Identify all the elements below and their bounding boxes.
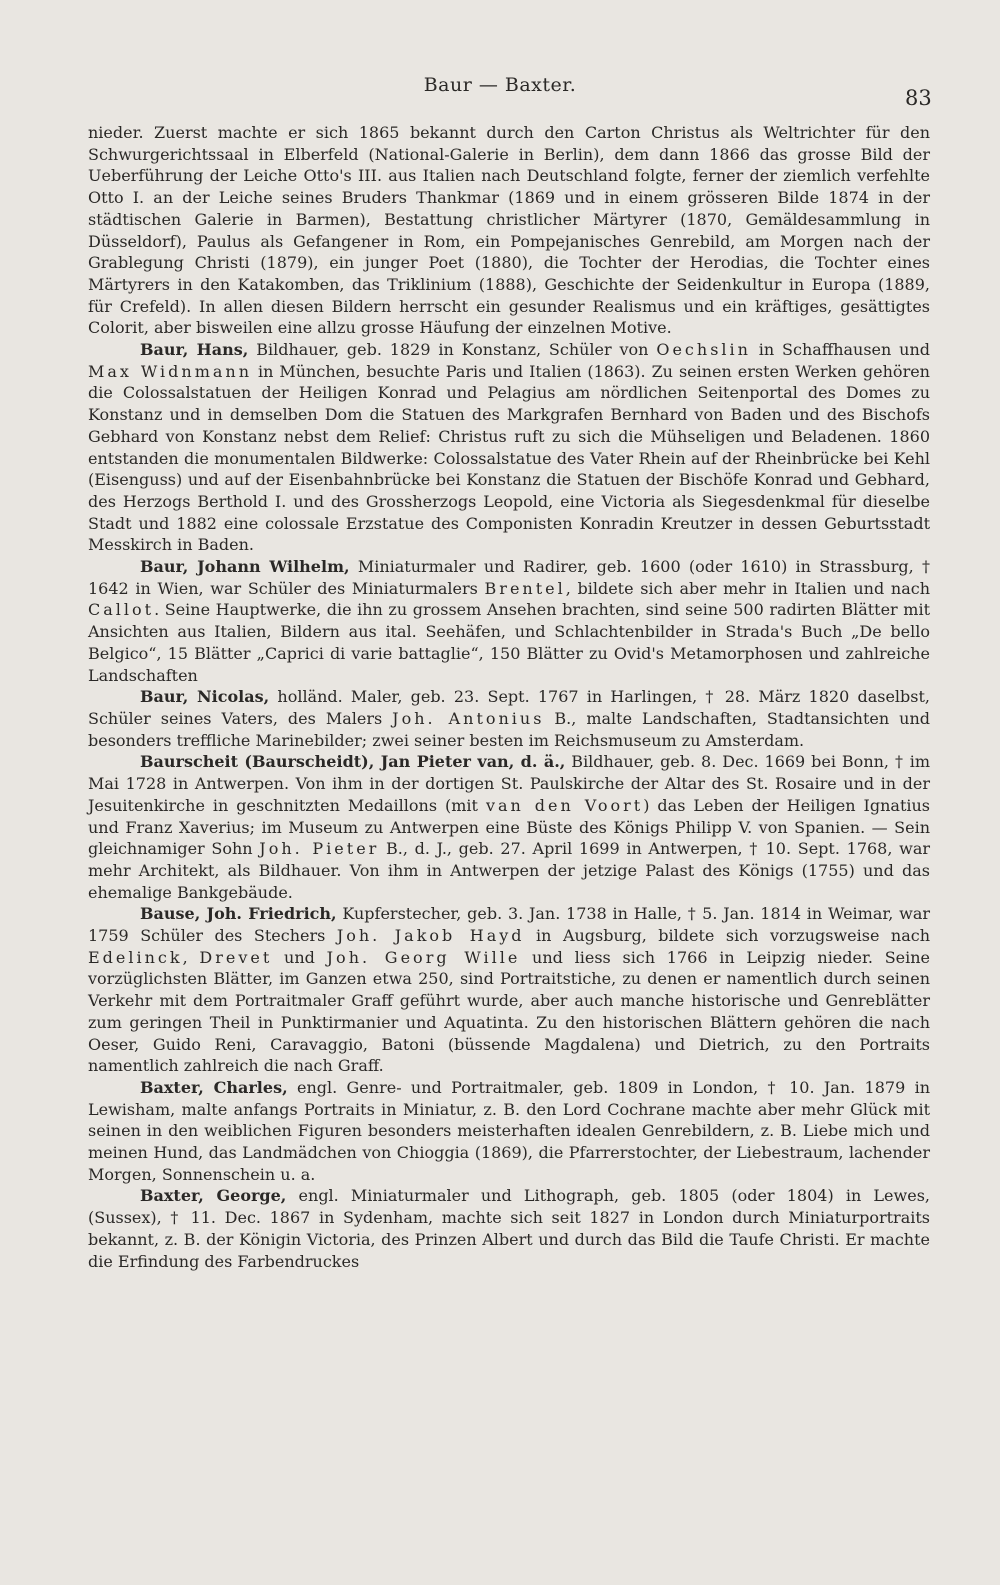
entry-text: , (182, 947, 200, 967)
spaced-name: Joh. Georg Wille (326, 947, 521, 967)
spaced-name: Joh. Antonius (392, 708, 545, 728)
spaced-name: Oechslin (656, 340, 751, 360)
entry-baxter-charles (88, 1077, 930, 1186)
entry-text: B., d. J., geb. 27. April 1699 in Antwerpen, † 10. Sept. 1768, war mehr Architekt, als Bildhauer. Von ihm in Antwerpen der jetzige Palast des Königs (1755) und das ehemalige Bankgebäude. (88, 839, 931, 902)
headword: Baur, Hans, (140, 340, 249, 360)
entry-text: in Augsburg, bildete sich vorzugsweise nach (524, 926, 931, 946)
entry-baxter-george (88, 1185, 930, 1272)
entry-baurscheit (88, 751, 930, 903)
entry-text: , bildete sich aber mehr in Italien und nach (565, 578, 931, 598)
spaced-name: Callot (88, 600, 155, 620)
headword: Baur, Nicolas, (140, 687, 270, 707)
entry-text: und (272, 947, 327, 967)
spaced-name: Joh. Pieter (259, 839, 380, 859)
spaced-name: van den Voort (485, 795, 644, 815)
continuation-paragraph: nieder. Zuerst machte er sich 1865 bekannt durch den Carton Christus als Weltrichter für den Schwurgerichtssaal in Elberfeld (National-Galerie in Berlin), dem dann 1866 das grosse Bild der Ueberführung der Leiche Otto's III. aus Italien nach Deutschland folgte, ferner der ziemlich verfehlte Otto I. an der Leiche seines Bruders Thankmar (1869 und in einem grösseren Bilde 1874 in der städtischen Galerie in Barmen), Bestattung christlicher Märtyrer (1870, Gemäldesammlung in Düsseldorf), Paulus als Gefangener in Rom, ein Pompejanisches Genrebild, am Morgen nach der Grablegung Christi (1879), ein junger Poet (1880), die Tochter der Herodias, die Tochter eines Märtyrers in den Katakomben, das Triklinium (1888), Geschichte der Seidenkultur in Europa (1889, für Crefeld). In allen diesen Bildern herrscht ein gesunder Realismus und ein kräftiges, gesättigtes Colorit, aber bisweilen eine allzu grosse Häufung der einzelnen Motive. (88, 123, 930, 338)
page-number: 83 (905, 86, 932, 110)
spaced-name: Drevet (199, 947, 273, 967)
entry-baur-johann (88, 556, 930, 686)
running-head: Baur — Baxter. (423, 74, 577, 96)
headword: Baxter, Charles, (140, 1077, 288, 1097)
entry-text: ) das Leben der Heiligen Ignatius und Franz Xaverius; im Museum zu Antwerpen eine Büste des Königs Philipp V. von Spanien. — Sein gleichnamiger Sohn (88, 795, 931, 859)
spaced-name: Edelinck (88, 947, 183, 967)
spaced-name: Brentel (484, 578, 566, 598)
entry-text: engl. Miniaturmaler und Lithograph, geb. 1805 (oder 1804) in Lewes, (Sussex), † 11. Dec. 1867 in Sydenham, machte sich seit 1827 in London durch Miniaturportraits bekannt, z. B. der Königin Victoria, des Prinzen Albert und durch das Bild die Taufe Christi. Er machte die Erfindung des Farbendruckes (88, 1186, 930, 1271)
entry-text: Bildhauer, geb. 8. Dec. 1669 bei Bonn, † im Mai 1728 in Antwerpen. Von ihm in der dortigen St. Paulskirche der Altar des St. Rosaire und in der Jesuitenkirche in geschnitzten Medaillons (mit (88, 752, 931, 815)
entry-text: in München, besuchte Paris und Italien (1863). Zu seinen ersten Werken gehören die Colossalstatuen der Heiligen Konrad und Pelagius am nördlichen Seitenportal des Domes zu Konstanz und in demselben Dom die Statuen des Markgrafen Bernhard von Baden und des Bischofs Gebhard von Konstanz nebst dem Relief: Christus ruft zu sich die Mühseligen und Beladenen. 1860 entstanden die monumentalen Bildwerke: Colossalstatue des Vater Rhein auf der Rheinbrücke bei Kehl (Eisenguss) und auf der Eisenbahnbrücke bei Konstanz die Statuen der Bischöfe Konrad und Gebhard, des Herzogs Berthold I. und des Grossherzogs Leopold, eine Victoria als Siegesdenkmal für dieselbe Stadt und 1882 eine colossale Erzstatue des Componisten Konradin Kreutzer in dessen Geburtsstadt Messkirch in Baden. (88, 361, 930, 555)
headword: Bause, Joh. Friedrich, (140, 904, 337, 924)
entry-text: in Schaffhausen und (750, 340, 931, 360)
text-block (88, 122, 930, 1272)
entry-baur-hans (88, 339, 930, 556)
spaced-name: Joh. Jakob Hayd (336, 926, 525, 946)
entry-text: B., malte Landschaften, Stadtansichten und besonders treffliche Marinebilder; zwei seiner besten im Reichsmuseum zu Amsterdam. (88, 708, 931, 750)
headword: Baurscheit (Baurscheidt), Jan Pieter van, d. ä., (140, 752, 566, 772)
entry-bause (88, 903, 930, 1077)
headword: Baur, Johann Wilhelm, (140, 557, 350, 577)
entry-text: Bildhauer, geb. 1829 in Konstanz, Schüler von (248, 340, 657, 360)
entry-text: holländ. Maler, geb. 23. Sept. 1767 in Harlingen, † 28. März 1820 daselbst, Schüler seines Vaters, des Malers (88, 687, 930, 728)
entry-baur-nicolas (88, 686, 930, 751)
spaced-name: Max Widnmann (88, 361, 253, 381)
entry-text: Miniaturmaler und Radirer, geb. 1600 (oder 1610) in Strassburg, † 1642 in Wien, war Schüler des Miniaturmalers (88, 557, 930, 598)
headword: Baxter, George, (140, 1186, 287, 1206)
entry-text: engl. Genre- und Portraitmaler, geb. 1809 in London, † 10. Jan. 1879 in Lewisham, malte anfangs Portraits in Miniatur, z. B. den Lord Cochrane machte aber mehr Glück mit seinen in den weiblichen Figuren besonders meisterhaften idealen Genrebildern, z. B. Liebe mich und meinen Hund, das Landmädchen von Chioggia (1869), die Pfarrerstochter, der Liebestraum, lachender Morgen, Sonnenschein u. a. (88, 1077, 931, 1184)
entry-text: . Seine Hauptwerke, die ihn zu grossem Ansehen brachten, sind seine 500 radirten Blätter mit Ansichten aus Italien, Bildern aus ital. Seehäfen, und Schlachtenbilder in Strada's Buch „De bello Belgico“, 15 Blätter „Caprici di varie battaglie“, 150 Blätter zu Ovid's Metamorphosen und zahlreiche Landschaften (88, 600, 930, 685)
entry-text: Kupferstecher, geb. 3. Jan. 1738 in Halle, † 5. Jan. 1814 in Weimar, war 1759 Schüler des Stechers (88, 904, 931, 946)
entry-text: und liess sich 1766 in Leipzig nieder. Seine vorzüglichsten Blätter, im Ganzen etwa 250, sind Portraitstiche, zu denen er namentlich durch seinen Verkehr mit dem Portraitmaler Graff geführt wurde, aber auch manche historische und Genreblätter zum geringen Theil in Punktirmanier und Aquatinta. Zu den historischen Blättern gehören die nach Oeser, Guido Reni, Caravaggio, Batoni (büssende Magdalena) und Dietrich, zu den Portraits namentlich zahlreich die nach Graff. (88, 947, 931, 1076)
